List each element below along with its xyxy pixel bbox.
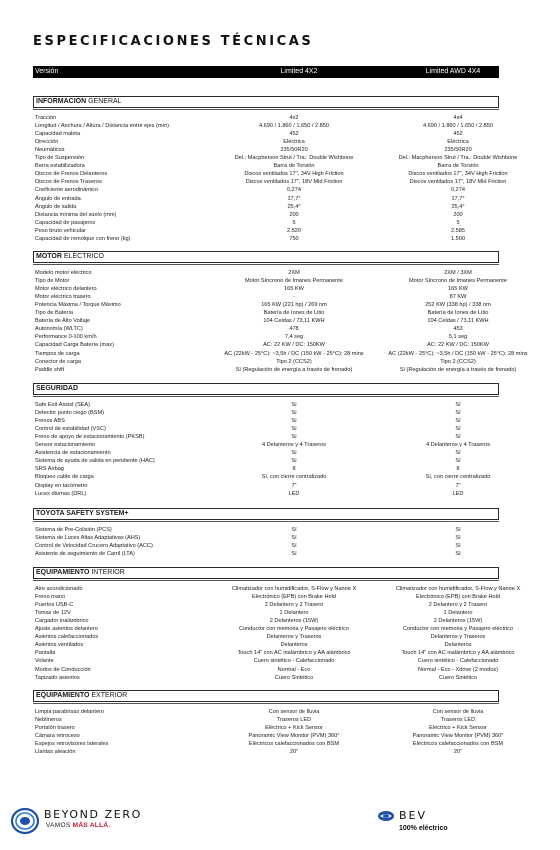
bev-emblem-icon: [377, 810, 395, 822]
spec-section: [33, 567, 521, 681]
spec-row: [33, 293, 499, 301]
spec-label: Neblineros: [35, 717, 62, 724]
spec-row: [33, 114, 499, 122]
spec-row: [33, 748, 499, 756]
spec-value-4x4: Barra de Torsión: [437, 163, 479, 170]
spec-label: Aire acondicionado: [35, 586, 83, 592]
spec-row: [33, 417, 499, 425]
spec-value-4x2: 17,7°: [287, 195, 301, 202]
spec-value-4x4: 104 Celdas / 73,11 KWH: [427, 318, 489, 325]
spec-value-4x2: Discos ventilados 17", 34V High Friction: [244, 171, 344, 178]
spec-value-4x2: Conductor con memoria y Pasajero eléctrico: [238, 626, 350, 633]
spec-value-4x4: 165 KW: [448, 286, 468, 293]
spec-row: [33, 465, 499, 473]
spec-value-4x4: 4x4: [453, 115, 463, 121]
spec-label: Barra estabilizadora: [35, 163, 85, 170]
spec-value-4x2: 4.690 / 1.860 / 1.650 / 2.850: [259, 123, 329, 130]
spec-value-4x4: 5: [456, 219, 460, 226]
spec-value-4x4: Sí: [455, 543, 461, 550]
spec-label: Frenos ABS: [35, 418, 65, 425]
spec-label: Ángulo de salida: [35, 203, 77, 210]
spec-row: [33, 593, 499, 601]
spec-label: Detector punto ciego (BSM): [35, 410, 105, 417]
spec-value-4x2: Con sensor de lluvia: [268, 709, 320, 715]
spec-value-4x2: Cuero sintético - Calefaccionado: [253, 658, 335, 665]
spec-row: [33, 409, 499, 417]
spec-value-4x4: 87 KW: [449, 294, 467, 301]
section-heading: MOTOR ELÉCTRICO: [33, 251, 499, 263]
spec-section: [33, 690, 504, 756]
spec-row: [33, 269, 499, 277]
spec-section: [33, 383, 499, 497]
spec-value-4x2: Sí: [291, 434, 297, 441]
spec-value-4x2: Sí: [291, 535, 297, 542]
spec-value-4x4: 17,7°: [451, 195, 465, 202]
spec-row: [33, 341, 499, 349]
spec-value-4x4: 2 Delantero y 2 Trasero: [428, 602, 488, 609]
spec-value-4x4: 7": [455, 482, 461, 489]
section-divider: [33, 264, 499, 265]
version-col-limited-awd-4x4: Limited AWD 4X4: [425, 68, 481, 75]
spec-value-4x4: 235/50R20: [444, 147, 472, 154]
spec-row: [33, 457, 499, 465]
spec-value-4x2: Batería de Iones de Litio: [263, 310, 325, 317]
spec-label: Modos de Conducción: [35, 666, 91, 673]
spec-value-4x2: 4 Delanteros y 4 Traseros: [261, 442, 327, 449]
spec-label: SRS Airbag: [35, 466, 64, 473]
spec-label: Longitud / Anchura / Altura / Distancia entre ejes (mm): [35, 123, 170, 130]
spec-label: Capacidad Carga Batería (max): [35, 342, 114, 349]
spec-value-4x2: 452: [289, 131, 299, 138]
spec-label: Ángulo de entrada: [35, 195, 81, 202]
spec-label: Conector de carga: [35, 358, 82, 365]
spec-label: Tiempos de carga: [35, 350, 80, 357]
spec-row: [33, 235, 499, 243]
spec-value-4x2: Sí: [291, 543, 297, 550]
spec-value-4x2: -: [293, 294, 295, 301]
spec-value-4x2: Sí (Regulación de energía a través de frenado): [235, 366, 353, 373]
spec-section: [33, 251, 528, 373]
spec-label: Performance 0-100 km/h: [35, 334, 97, 341]
spec-row: [33, 154, 518, 162]
spec-section: [33, 508, 499, 558]
spec-value-4x2: 8: [292, 466, 296, 473]
spec-row: [33, 146, 499, 154]
spec-value-4x4: Delanteros: [444, 642, 472, 649]
spec-value-4x2: Sí: [291, 426, 297, 433]
spec-value-4x2: 4x2: [289, 115, 299, 121]
spec-value-4x4: Batería de Iones de Litio: [427, 310, 489, 317]
spec-label: Limpia parabrisas delantero: [35, 709, 105, 715]
spec-value-4x4: Sí: [455, 450, 461, 457]
spec-value-4x4: Discos ventilados 17", 18V Mid Friction: [409, 179, 507, 186]
spec-label: Tipo de Motor: [35, 278, 70, 285]
spec-label: Espejos retrovisores laterales: [35, 741, 109, 748]
spec-row: [33, 666, 499, 674]
spec-value-4x4: Conductor con memoria y Pasajero eléctrico: [402, 626, 514, 633]
spec-label: Cámara retroceso: [35, 733, 80, 740]
spec-label: Neumáticos: [35, 147, 65, 154]
spec-value-4x4: Del.: Macpherson Strut / Tra.: Double Wishbone: [398, 155, 518, 162]
spec-label: Pantalla: [35, 650, 56, 657]
spec-value-4x2: 200: [289, 211, 299, 218]
spec-value-4x2: 235/50R20: [280, 147, 308, 154]
spec-value-4x4: Climatizador con humidificador, S-Flow y Nanoe X: [395, 586, 521, 592]
spec-value-4x2: Eléctrico + Kick Sensor: [265, 725, 323, 732]
spec-label: Puertos USB-C: [35, 602, 74, 609]
spec-row: [33, 122, 499, 130]
spec-label: Ajuste asientos delantero: [35, 626, 98, 633]
version-header-bar: [33, 66, 499, 78]
beyond-zero-wordmark: BEYOND ZERO: [44, 808, 142, 821]
spec-value-4x2: Sí: [291, 458, 297, 465]
spec-value-4x2: 2 Delanteros (15W): [269, 618, 319, 625]
spec-row: [33, 425, 499, 433]
spec-label: Tipo de Batería: [35, 310, 74, 317]
spec-row: [33, 732, 504, 740]
spec-row: [33, 490, 499, 498]
spec-value-4x2: Barra de Torsión: [273, 163, 315, 170]
section-divider: [33, 396, 499, 397]
spec-value-4x4: Sí: [455, 402, 461, 408]
spec-row: [33, 203, 499, 211]
spec-value-4x4: Sí: [455, 426, 461, 433]
spec-label: Asistente de seguimiento de Carril (LTA): [35, 551, 135, 558]
spec-value-4x2: 5: [292, 219, 296, 226]
spec-row: [33, 433, 499, 441]
spec-label: Capacidad de remolque con freno (kg): [35, 235, 131, 242]
spec-value-4x2: 165 KW (221 hp) / 269 nm: [261, 302, 327, 309]
version-col-limited-4x2: Limited 4X2: [280, 68, 318, 75]
spec-value-4x4: 2.585: [451, 227, 465, 234]
spec-row: [33, 309, 499, 317]
spec-row: [33, 138, 499, 146]
spec-value-4x4: 8: [456, 466, 460, 473]
bev-logo: [377, 807, 507, 837]
spec-value-4x4: Tipo 2 (CCS2): [440, 358, 476, 365]
spec-value-4x2: 478: [289, 326, 299, 333]
spec-row: [33, 609, 499, 617]
spec-value-4x4: Sí: [455, 527, 461, 533]
spec-value-4x2: Climatizador con humidificador, S-Flow y Nanoe X: [231, 586, 357, 592]
spec-value-4x4: Cuero Sintético: [438, 674, 478, 681]
spec-value-4x2: 1 Delantero: [279, 610, 309, 617]
spec-row: [33, 674, 499, 682]
beyond-zero-emblem-icon: [10, 806, 40, 836]
spec-value-4x4: 1.500: [451, 235, 465, 242]
spec-value-4x4: Sí: [455, 434, 461, 441]
spec-value-4x2: Tipo 2 (CCS2): [276, 358, 312, 365]
spec-row: [33, 625, 514, 633]
spec-value-4x2: Sí: [291, 527, 297, 533]
spec-row: [33, 641, 499, 649]
spec-row: [33, 657, 499, 665]
section-heading: TOYOTA SAFETY SYSTEM+: [33, 508, 499, 520]
spec-label: Sensor estacionamiento: [35, 442, 96, 449]
spec-row: [33, 601, 499, 609]
spec-label: Sistema de ayuda de salida en pendiente (HAC): [35, 458, 155, 465]
spec-label: Modelo motor eléctrico: [35, 270, 92, 276]
spec-label: Motor eléctrico delantero: [35, 286, 97, 293]
spec-value-4x4: 20": [453, 749, 463, 756]
spec-label: Freno mano: [35, 594, 66, 601]
spec-value-4x2: 0,274: [287, 187, 301, 194]
spec-row: [33, 482, 499, 490]
spec-value-4x4: Sí: [455, 535, 461, 542]
spec-value-4x2: AC: 22 KW / DC: 150KW: [263, 342, 325, 349]
spec-value-4x4: Delanteros y Traseros: [430, 634, 486, 641]
spec-row: [33, 162, 499, 170]
spec-value-4x4: 4.690 / 1.860 / 1.650 / 2.850: [423, 123, 493, 130]
spec-value-4x2: Panoramic View Monitor (PVM) 360°: [248, 733, 340, 740]
spec-value-4x4: 2 Delanteros (15W): [433, 618, 483, 625]
spec-row: [33, 170, 508, 178]
spec-label: Safe Exit Assist (SEA): [35, 402, 91, 408]
spec-value-4x2: 7,4 seg: [284, 334, 304, 341]
spec-label: Tipo de Suspensión: [35, 155, 85, 162]
spec-label: Discos de Frenos Traseros: [35, 179, 102, 186]
spec-row: [33, 130, 499, 138]
spec-value-4x4: Sí: [455, 551, 461, 558]
spec-value-4x4: Sí: [455, 458, 461, 465]
spec-value-4x2: Motor Síncrono de Imanes Permanente: [245, 278, 343, 285]
spec-value-4x4: Con sensor de lluvia: [432, 709, 484, 715]
spec-value-4x2: Eléctricos calefaccionados con BSM: [248, 741, 340, 748]
section-divider: [33, 580, 499, 581]
spec-value-4x2: Del.: Macpherson Strut / Tra.: Double Wishbone: [234, 155, 354, 162]
spec-value-4x2: 750: [289, 235, 299, 242]
spec-row: [33, 449, 499, 457]
spec-row: [33, 219, 499, 227]
spec-value-4x2: 2 Delantero y 2 Trasero: [264, 602, 324, 609]
spec-label: Asientos ventilados: [35, 642, 84, 649]
spec-value-4x2: Sí: [291, 418, 297, 425]
spec-value-4x2: Sí: [291, 551, 297, 558]
spec-row: [33, 277, 507, 285]
spec-value-4x4: AC: 22 KW / DC: 150KW: [427, 342, 489, 349]
spec-section: [33, 96, 518, 242]
spec-label: Peso bruto vehicular: [35, 227, 86, 234]
spec-value-4x2: Delanteros y Traseros: [266, 634, 322, 641]
spec-label: Control de estabilidad (VSC): [35, 426, 106, 433]
spec-row: [33, 195, 499, 203]
spec-value-4x4: Sí: [455, 418, 461, 425]
spec-row: [33, 740, 504, 748]
spec-value-4x4: LED: [452, 490, 464, 497]
spec-row: [33, 708, 499, 716]
spec-row: [33, 716, 499, 724]
page-title: ESPECIFICACIONES TÉCNICAS: [33, 34, 314, 49]
spec-value-4x2: Cuero Sintético: [274, 674, 314, 681]
spec-value-4x2: Sí: [291, 450, 297, 457]
spec-value-4x4: Sí: [455, 410, 461, 417]
spec-row: [33, 633, 499, 641]
spec-label: Coeficiente aerodinámico: [35, 187, 99, 194]
spec-row: [33, 333, 499, 341]
spec-value-4x2: 165 KW: [284, 286, 304, 293]
spec-value-4x4: Sí (Regulación de energía a través de frenado): [399, 366, 517, 373]
spec-row: [33, 317, 499, 325]
spec-label: Portalón trasero: [35, 725, 75, 732]
spec-value-4x4: Eléctrico + Kick Sensor: [429, 725, 487, 732]
section-heading: INFORMACIÓN GENERAL: [33, 96, 499, 108]
spec-value-4x4: 452: [453, 131, 463, 138]
spec-value-4x2: 7": [291, 482, 297, 489]
spec-label: Capacidad de pasajeros: [35, 219, 96, 226]
spec-label: Cargador inalámbrico: [35, 618, 89, 625]
spec-value-4x4: Cuero sintético - Calefaccionado: [417, 658, 499, 665]
spec-label: Sistema de Pre-Colisión (PCS): [35, 527, 112, 533]
spec-value-4x4: 453: [453, 326, 463, 333]
spec-value-4x4: AC (22kW - 25°C): ~3,5h / DC (150 kW - 25°C): 28 mins: [388, 350, 528, 357]
spec-label: Display en tacómetro: [35, 482, 88, 489]
section-heading: EQUIPAMIENTO INTERIOR: [33, 567, 499, 579]
spec-value-4x2: Sí: [291, 402, 297, 408]
spec-value-4x2: LED: [288, 490, 300, 497]
spec-row: [33, 350, 528, 358]
spec-value-4x2: Normal - Eco: [277, 666, 311, 673]
spec-value-4x2: Discos ventilados 17", 18V Mid Friction: [245, 179, 343, 186]
spec-label: Tracción: [35, 115, 57, 121]
spec-value-4x4: Discos ventilados 17", 34V High Friction: [408, 171, 508, 178]
spec-value-4x4: 0,274: [451, 187, 465, 194]
spec-value-4x4: Eléctrica: [447, 139, 469, 146]
spec-row: [33, 617, 499, 625]
spec-row: [33, 366, 517, 374]
spec-value-4x4: Traseros LED: [440, 717, 476, 724]
spec-label: Volante: [35, 658, 54, 665]
spec-label: Asientos calefaccionados: [35, 634, 99, 641]
spec-value-4x2: Delanteros: [280, 642, 308, 649]
spec-row: [33, 401, 499, 409]
beyond-zero-tagline: VAMOS MÁS ALLÁ.: [46, 822, 111, 829]
spec-value-4x4: 25,4°: [451, 203, 465, 210]
spec-row: [33, 178, 507, 186]
spec-value-4x4: 252 KW (338 hp) / 338 nm: [425, 302, 491, 309]
beyond-zero-logo: [10, 804, 210, 834]
spec-value-4x2: Traseros LED: [276, 717, 312, 724]
spec-row: [33, 534, 499, 542]
spec-label: Motor eléctrico trasero: [35, 294, 91, 301]
section-heading: EQUIPAMIENTO EXTERIOR: [33, 690, 499, 702]
spec-value-4x2: 20": [289, 749, 299, 756]
spec-value-4x4: Eléctricos calefaccionados con BSM: [412, 741, 504, 748]
spec-value-4x4: Normal - Eco - Xdrive (2 modos): [417, 666, 499, 673]
spec-value-4x2: Touch 14" con AC inalámbrico y AA alámbrico: [237, 650, 351, 657]
spec-value-4x4: Sí, con cierre centralizado: [425, 474, 491, 481]
spec-label: Dirección: [35, 139, 59, 146]
spec-label: Control de Velocidad Crucero Adaptativo (ACC): [35, 543, 153, 550]
spec-row: [33, 441, 499, 449]
spec-label: Potencia Máxima / Torque Máximo: [35, 302, 121, 309]
spec-value-4x2: Electrónico (EPB) con Brake Hold: [252, 594, 336, 601]
spec-value-4x2: 25,4°: [287, 203, 301, 210]
spec-value-4x4: 4 Delanteros y 4 Traseros: [425, 442, 491, 449]
spec-label: Sistema de Luces Altas Adaptativas (AHS): [35, 535, 141, 542]
spec-row: [33, 542, 499, 550]
spec-row: [33, 585, 521, 593]
spec-label: Bloqueo cable de carga: [35, 474, 94, 481]
spec-label: Freno de apoyo de estacionamiento (PKSB): [35, 434, 145, 441]
spec-row: [33, 550, 499, 558]
section-divider: [33, 521, 499, 522]
spec-row: [33, 285, 499, 293]
spec-label: Tomas de 12V: [35, 610, 71, 617]
spec-value-4x4: 2XM / 3XM: [444, 270, 472, 276]
spec-label: Autonomía (WLTC): [35, 326, 83, 333]
bev-subtitle: 100% eléctrico: [399, 825, 448, 832]
spec-label: Paddle shift: [35, 366, 65, 373]
spec-value-4x2: Sí, con cierre centralizado: [261, 474, 327, 481]
section-divider: [33, 109, 499, 110]
spec-label: Batería de Alto Voltaje: [35, 318, 91, 325]
spec-row: [33, 649, 515, 657]
spec-label: Tapizado asientos: [35, 674, 80, 681]
spec-row: [33, 186, 499, 194]
spec-value-4x4: Electrónico (EPB) con Brake Hold: [416, 594, 500, 601]
spec-label: Distancia mínima del suelo (mm): [35, 211, 117, 218]
spec-value-4x4: 200: [453, 211, 463, 218]
spec-row: [33, 526, 499, 534]
spec-value-4x4: Motor Síncrono de Imanes Permanente: [409, 278, 507, 285]
spec-value-4x4: 5,1 seg: [448, 334, 468, 341]
section-divider: [33, 703, 499, 704]
spec-value-4x2: 2XM: [288, 270, 300, 276]
spec-value-4x2: 104 Celdas / 73,11 KWH: [263, 318, 325, 325]
spec-row: [33, 301, 499, 309]
spec-row: [33, 227, 499, 235]
spec-value-4x2: 2.520: [287, 227, 301, 234]
version-label: Versión: [35, 68, 59, 75]
spec-row: [33, 358, 499, 366]
spec-row: [33, 325, 499, 333]
spec-value-4x4: 1 Delantero: [443, 610, 473, 617]
spec-value-4x4: Panoramic View Monitor (PVM) 360°: [412, 733, 504, 740]
spec-value-4x4: Touch 14" con AC inalámbrico y AA alámbrico: [401, 650, 515, 657]
spec-value-4x2: Eléctrica: [283, 139, 305, 146]
spec-row: [33, 473, 499, 481]
spec-label: Luces diurnas (DRL): [35, 490, 87, 497]
spec-row: [33, 211, 499, 219]
spec-row: [33, 724, 499, 732]
spec-label: Capacidad maleta: [35, 131, 81, 138]
spec-value-4x2: Sí: [291, 410, 297, 417]
spec-label: Discos de Frenos Delanteros: [35, 171, 108, 178]
spec-value-4x2: AC (22kW - 25°C): ~3,5h / DC (150 kW - 25°C): 28 mins: [224, 350, 364, 357]
bev-wordmark: BEV: [399, 809, 428, 822]
spec-label: Asistencia de estacionamiento: [35, 450, 111, 457]
spec-label: Llantas aleación: [35, 749, 76, 756]
section-heading: SEGURIDAD: [33, 383, 499, 395]
